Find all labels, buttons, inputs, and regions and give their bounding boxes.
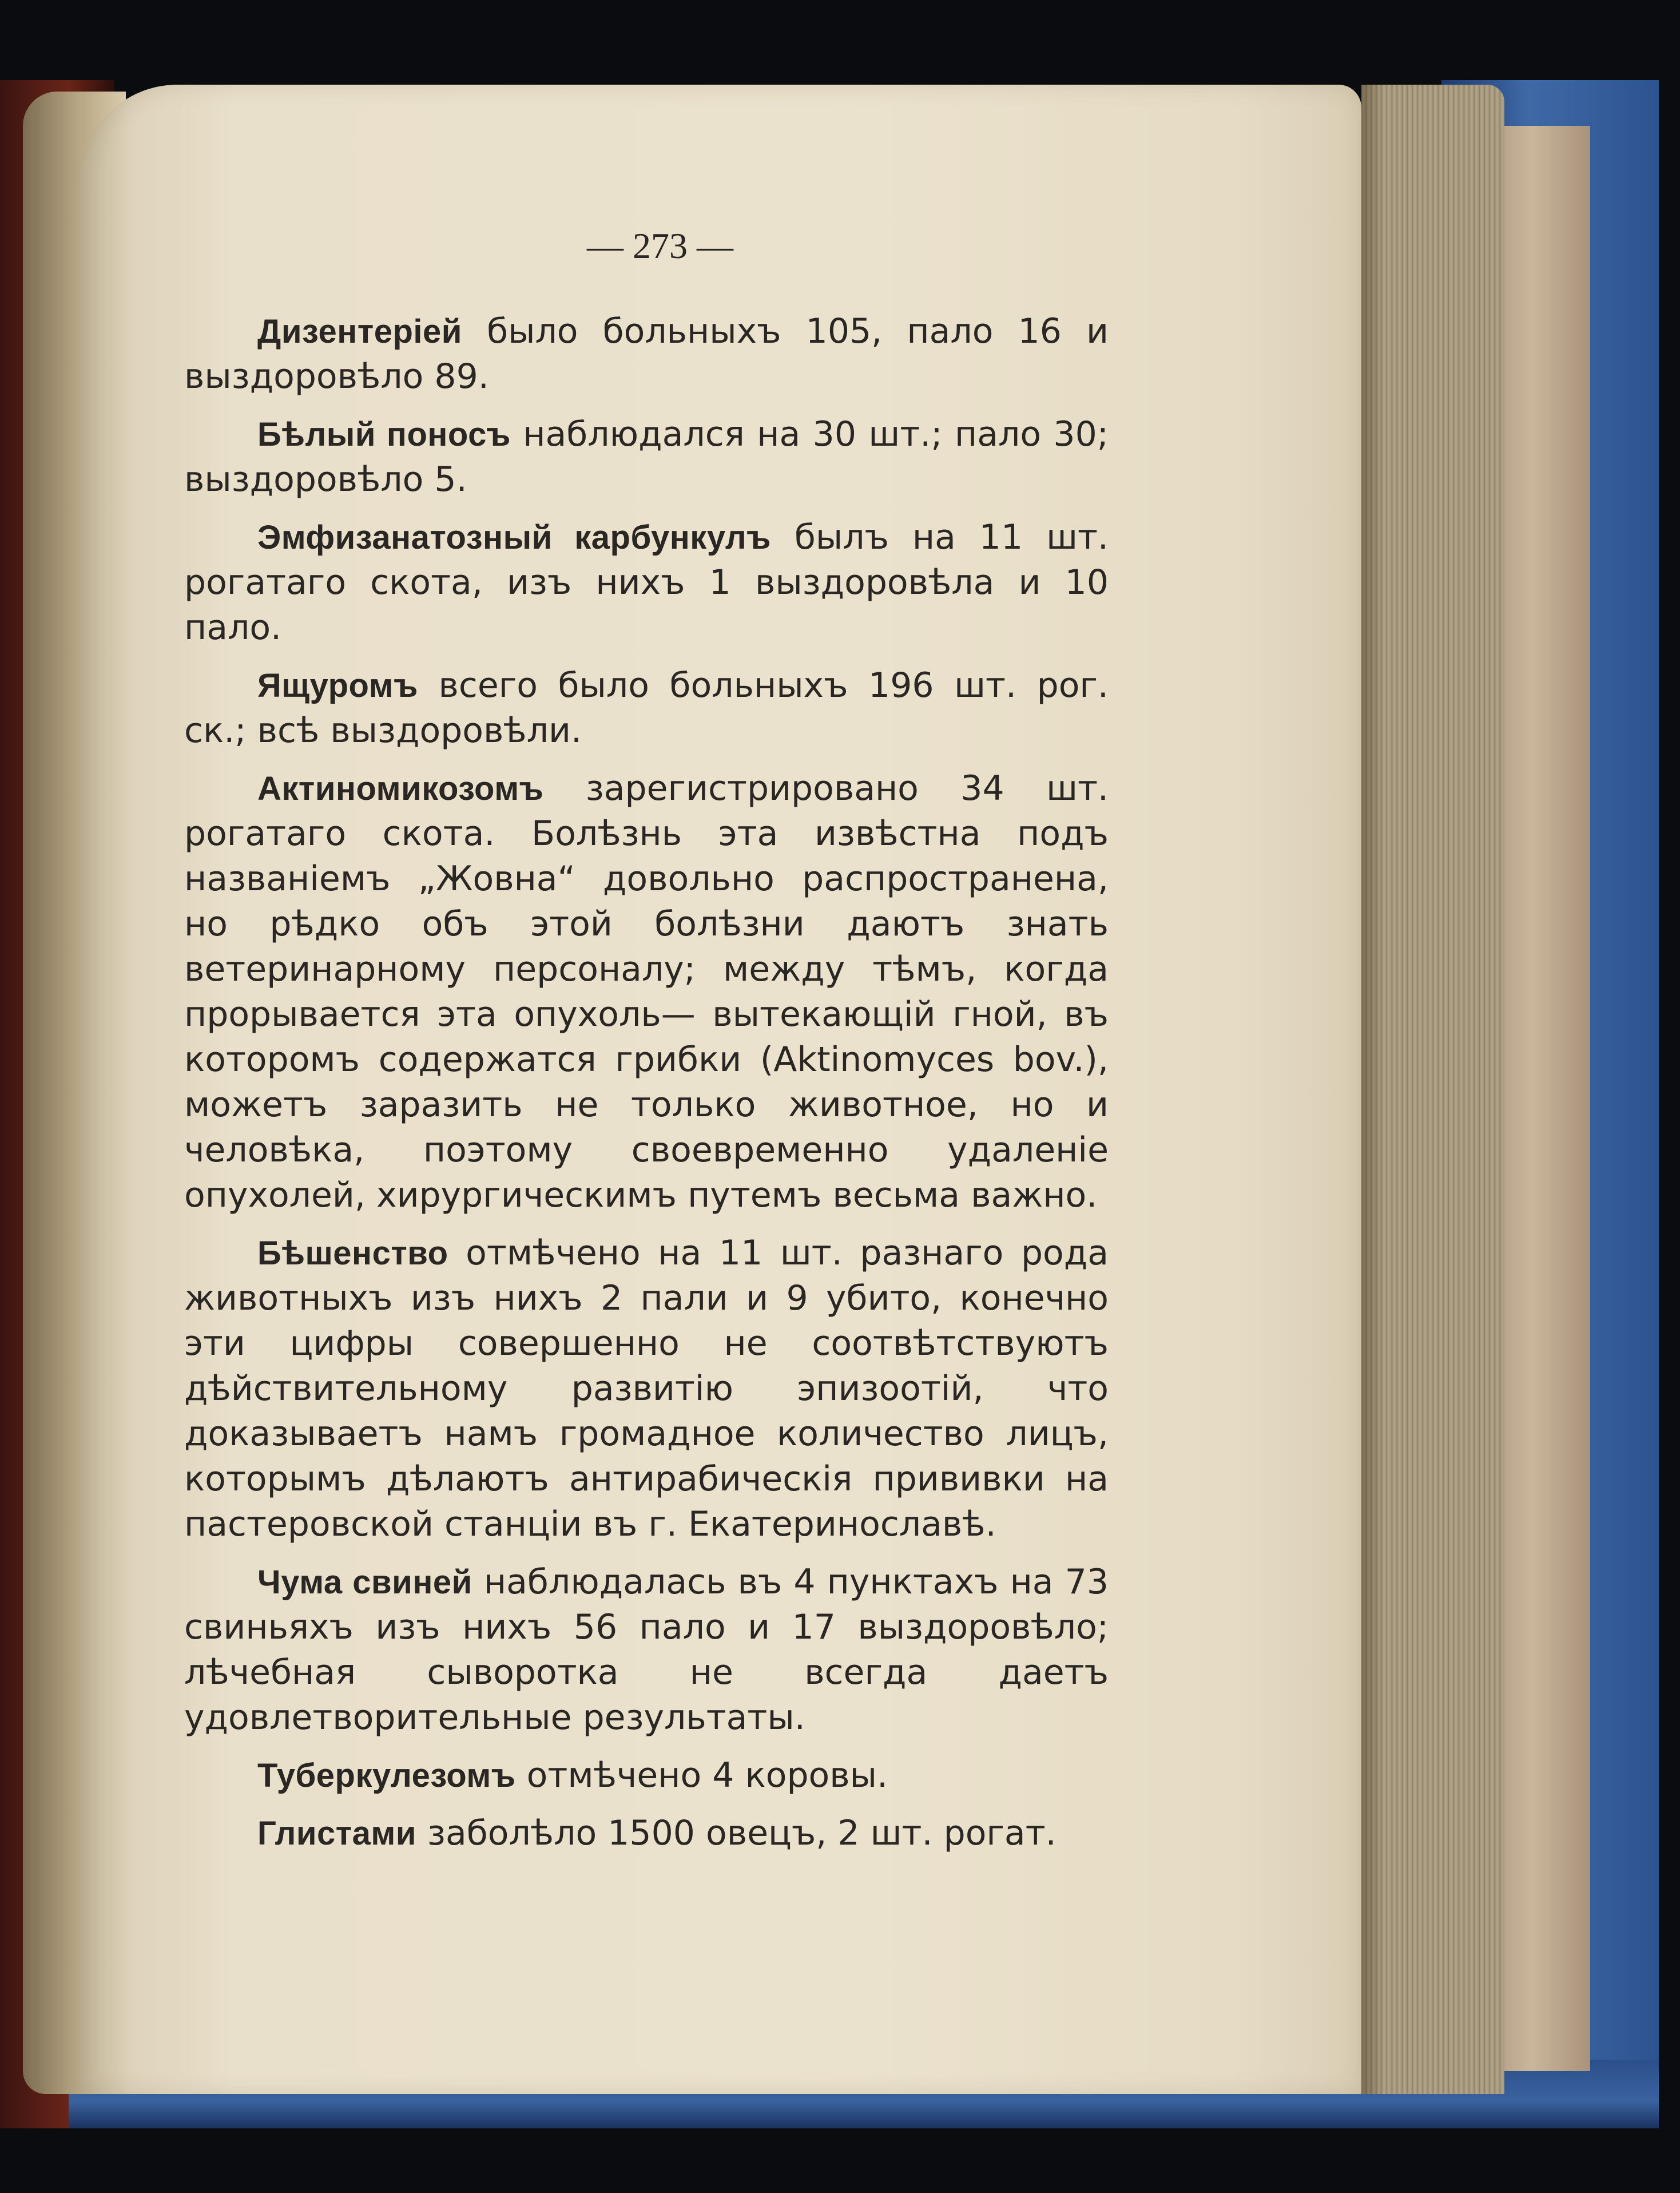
page-body [184, 309, 1109, 1869]
page-number: — 273 — [587, 225, 733, 266]
book-page [80, 85, 1361, 2094]
paragraph [184, 663, 1109, 754]
paragraph [184, 1811, 1109, 1856]
paragraph-text: наблюдалась въ 4 пунктахъ на 73 свиньяхъ изъ нихъ 56 пало и 17 выздоровѣло; лѣчебная сыворотка не всегда даетъ удовлетворительные результаты. [184, 1562, 1109, 1738]
disease-term: Актиномикозомъ [257, 770, 544, 807]
paragraph [184, 412, 1109, 502]
disease-term: Туберкулезомъ [257, 1757, 516, 1794]
book-spine-strip [1493, 126, 1590, 2071]
paragraph-text: зарегистрировано 34 шт. рогатаго скота. Болѣзнь эта извѣстна подъ названіемъ „Жовна“ довольно распространена, но рѣдко объ этой болѣзни даютъ знать ветеринарному персоналу; между тѣмъ, когда прорывается эта опухоль— вытекающій гной, въ которомъ содержатся грибки (Aktinomyces bov.), можетъ заразить не только животное, но и человѣка, поэтому своевременно удаленіе опухолей, хирургическимъ путемъ весьма важно. [184, 768, 1109, 1215]
disease-term: Чума свиней [257, 1564, 472, 1601]
disease-term: Эмфизанатозный карбункулъ [257, 519, 771, 556]
disease-term: Глистами [257, 1815, 416, 1852]
paragraph [184, 515, 1109, 651]
paragraph-text: наблюдался на 30 шт.; пало 30; выздоровѣло 5. [184, 414, 1109, 499]
paragraph [184, 1560, 1109, 1740]
paragraph-text: всего было больныхъ 196 шт. рог. ск.; всѣ выздоровѣли. [184, 665, 1109, 751]
disease-term: Ящуромъ [257, 667, 418, 704]
paragraph [184, 766, 1109, 1218]
paragraph-text: отмѣчено 4 коровы. [515, 1755, 888, 1795]
paragraph [184, 1753, 1109, 1798]
paragraph [184, 309, 1109, 399]
disease-term: Бѣшенство [257, 1235, 448, 1272]
paragraph-text: было больныхъ 105, пало 16 и выздоровѣло 89. [184, 311, 1109, 396]
disease-term: Дизентеріей [257, 313, 462, 350]
disease-term: Бѣлый поносъ [257, 416, 511, 453]
paragraph-text: былъ на 11 шт. рогатаго скота, изъ нихъ 1 выздоровѣла и 10 пало. [184, 517, 1109, 648]
page-block-edge [1361, 85, 1504, 2094]
paragraph-text: заболѣло 1500 овецъ, 2 шт. рогат. [416, 1813, 1057, 1853]
paragraph [184, 1231, 1109, 1547]
paragraph-text: отмѣчено на 11 шт. разнаго рода животныхъ изъ нихъ 2 пали и 9 убито, конечно эти цифры совершенно не соотвѣтствуютъ дѣйствительному развитію эпизоотій, что доказываетъ намъ громадное количество лицъ, которымъ дѣлаютъ антирабическія прививки на пастеровской станціи въ г. Екатеринославѣ. [184, 1233, 1109, 1544]
